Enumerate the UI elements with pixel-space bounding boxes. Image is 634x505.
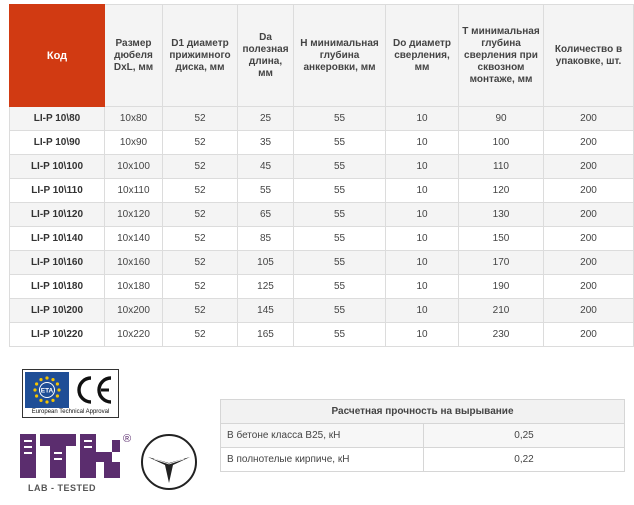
cell-qty: 200 [544, 107, 634, 131]
cell-da: 145 [238, 299, 294, 323]
strength-value: 0,22 [424, 448, 625, 472]
cell-size: 10x220 [105, 323, 163, 347]
cell-qty: 200 [544, 323, 634, 347]
cell-do: 10 [386, 275, 459, 299]
cell-t: 150 [459, 227, 544, 251]
cell-d1: 52 [163, 299, 238, 323]
cell-qty: 200 [544, 203, 634, 227]
cell-h: 55 [294, 251, 386, 275]
cell-size: 10x90 [105, 131, 163, 155]
cell-size: 10x160 [105, 251, 163, 275]
cell-t: 90 [459, 107, 544, 131]
table-row [10, 107, 634, 131]
cell-h: 55 [294, 203, 386, 227]
eta-approval-caption: European Technical Approval [31, 409, 110, 415]
lab-tested-label: LAB - TESTED [28, 483, 96, 493]
cell-d1: 52 [163, 131, 238, 155]
cell-code: LI-P 10\110 [10, 179, 105, 203]
strength-table-title: Расчетная прочность на вырывание [221, 400, 625, 424]
header-t: T минимальная глубина сверления при сквозном монтаже, мм [459, 5, 544, 107]
cell-code: LI-P 10\120 [10, 203, 105, 227]
itb-logo-icon [20, 432, 130, 482]
cell-d1: 52 [163, 275, 238, 299]
cell-code: LI-P 10\90 [10, 131, 105, 155]
cell-h: 55 [294, 131, 386, 155]
pullout-strength-table [220, 399, 625, 472]
cell-d1: 52 [163, 107, 238, 131]
eta-text: ETA [40, 387, 54, 395]
cell-h: 55 [294, 299, 386, 323]
cell-do: 10 [386, 299, 459, 323]
cell-size: 10x80 [105, 107, 163, 131]
cell-d1: 52 [163, 227, 238, 251]
strength-table-body [221, 424, 625, 472]
cell-h: 55 [294, 107, 386, 131]
cell-h: 55 [294, 227, 386, 251]
cell-qty: 200 [544, 155, 634, 179]
cell-da: 25 [238, 107, 294, 131]
cell-t: 110 [459, 155, 544, 179]
cell-da: 45 [238, 155, 294, 179]
header-code: Код [10, 5, 105, 107]
cell-code: LI-P 10\80 [10, 107, 105, 131]
cell-do: 10 [386, 107, 459, 131]
cell-da: 125 [238, 275, 294, 299]
table-row [221, 448, 625, 472]
cell-size: 10x110 [105, 179, 163, 203]
cell-qty: 200 [544, 131, 634, 155]
strength-label: В полнотелые кирпиче, кН [221, 448, 424, 472]
cell-do: 10 [386, 155, 459, 179]
cell-do: 10 [386, 179, 459, 203]
cell-code: LI-P 10\140 [10, 227, 105, 251]
table-row [10, 275, 634, 299]
cell-do: 10 [386, 251, 459, 275]
cell-d1: 52 [163, 203, 238, 227]
eta-logo-icon [25, 372, 69, 408]
strength-value: 0,25 [424, 424, 625, 448]
cell-h: 55 [294, 179, 386, 203]
cell-do: 10 [386, 203, 459, 227]
table-row [10, 323, 634, 347]
cell-t: 230 [459, 323, 544, 347]
cell-size: 10x140 [105, 227, 163, 251]
cell-t: 190 [459, 275, 544, 299]
header-h: H минимальная глубина анкеровки, мм [294, 5, 386, 107]
dowel-spec-table [9, 4, 634, 347]
spec-header-row [10, 5, 634, 107]
table-row [221, 424, 625, 448]
cell-t: 100 [459, 131, 544, 155]
table-row [10, 251, 634, 275]
cell-t: 120 [459, 179, 544, 203]
cell-do: 10 [386, 323, 459, 347]
table-row [10, 227, 634, 251]
cell-t: 210 [459, 299, 544, 323]
cell-code: LI-P 10\100 [10, 155, 105, 179]
cell-da: 65 [238, 203, 294, 227]
cell-d1: 52 [163, 155, 238, 179]
cell-qty: 200 [544, 179, 634, 203]
table-row [10, 299, 634, 323]
table-row [10, 155, 634, 179]
cell-size: 10x180 [105, 275, 163, 299]
header-size: Размер дюбеля DxL, мм [105, 5, 163, 107]
cell-d1: 52 [163, 179, 238, 203]
cell-da: 35 [238, 131, 294, 155]
table-row [10, 179, 634, 203]
cell-h: 55 [294, 155, 386, 179]
cell-t: 170 [459, 251, 544, 275]
header-d1: D1 диаметр прижимного диска, мм [163, 5, 238, 107]
cell-qty: 200 [544, 275, 634, 299]
cell-da: 105 [238, 251, 294, 275]
cell-da: 55 [238, 179, 294, 203]
registered-mark: ® [123, 433, 132, 445]
cell-size: 10x200 [105, 299, 163, 323]
cell-d1: 52 [163, 323, 238, 347]
cell-t: 130 [459, 203, 544, 227]
cell-size: 10x100 [105, 155, 163, 179]
header-do: Do диаметр сверления, мм [386, 5, 459, 107]
cell-code: LI-P 10\180 [10, 275, 105, 299]
cell-h: 55 [294, 323, 386, 347]
cell-da: 85 [238, 227, 294, 251]
cell-code: LI-P 10\220 [10, 323, 105, 347]
cell-size: 10x120 [105, 203, 163, 227]
strength-label: В бетоне класса В25, кН [221, 424, 424, 448]
cell-do: 10 [386, 227, 459, 251]
cell-h: 55 [294, 275, 386, 299]
cell-code: LI-P 10\160 [10, 251, 105, 275]
cell-qty: 200 [544, 227, 634, 251]
cell-qty: 200 [544, 251, 634, 275]
cell-code: LI-P 10\200 [10, 299, 105, 323]
ce-mark-icon [72, 372, 116, 408]
table-row [10, 203, 634, 227]
header-qty: Количество в упаковке, шт. [544, 5, 634, 107]
cell-d1: 52 [163, 251, 238, 275]
eta-ce-certification-logo [22, 369, 119, 418]
cell-qty: 200 [544, 299, 634, 323]
itb-lab-tested-logo [20, 432, 130, 496]
ukraine-conformity-mark-icon [140, 433, 198, 491]
cell-da: 165 [238, 323, 294, 347]
table-row [10, 131, 634, 155]
header-da: Da полезная длина, мм [238, 5, 294, 107]
spec-table-body [10, 107, 634, 347]
cell-do: 10 [386, 131, 459, 155]
